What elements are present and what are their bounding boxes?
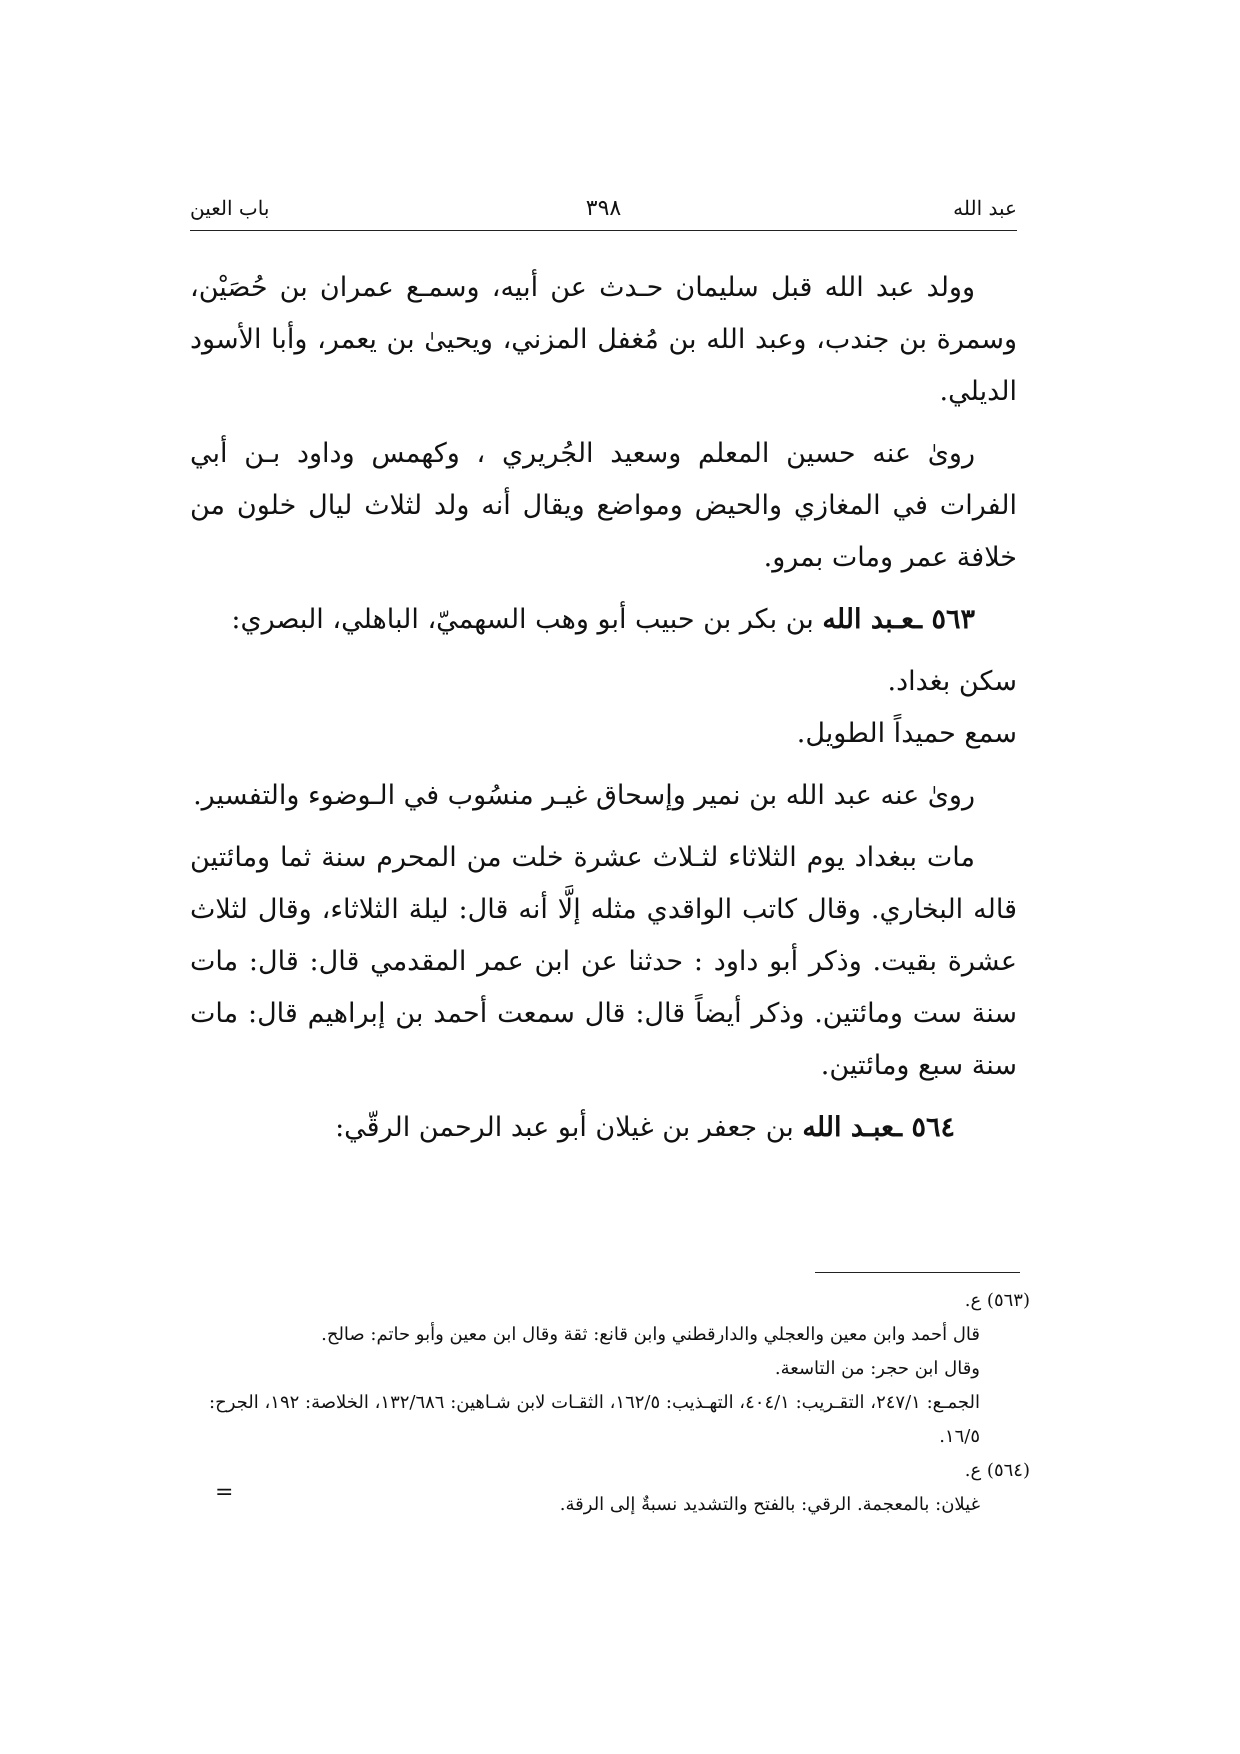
footnotes <box>200 1284 1030 1522</box>
running-head-chapter: باب العين <box>190 196 270 220</box>
entry-name: عـبد الله <box>822 604 915 635</box>
footnote-ref-564: (٥٦٤) ع. <box>964 1460 1030 1481</box>
page-number: ٣٩٨ <box>585 196 622 221</box>
entry-heading-563 <box>190 594 1017 646</box>
paragraph: رویٰ عنه حسين المعلم وسعيد الجُريري ، وكهمس وداود بـن أبي الفرات في المغازي والحيض ومواضع ويقال أنه ولد لثلاث ليال خلون من خلافة عمر ومات بمرو. <box>190 438 1017 573</box>
entry-number: ٥٦٣ ـ <box>914 604 975 635</box>
paragraph: سمع حميداً الطويل. <box>796 718 1017 749</box>
entry-heading-rest: بن جعفر بن غيلان أبو عبد الرحمن الرقّي: <box>335 1112 803 1143</box>
paragraph: وولد عبد الله قبل سليمان حـدث عن أبيه، وسمـع عمران بن حُصَيْن، وسمرة بن جندب، وعبد الله بن مُغفل المزني، ويحيىٰ بن يعمر، وأبا الأسود الديلي. <box>190 272 1017 407</box>
main-text <box>190 262 1017 1164</box>
footnote-line: الجمـع: ٢٤٧/١، التقـريب: ٤٠٤/١، التهـذيب: ١٦٢/٥، الثقـات لابن شـاهين: ١٣٢/٦٨٦، الخلاصة: ١٩٢، الجرح: ١٦/٥. <box>209 1392 980 1447</box>
footnote-line: غيلان: بالمعجمة. الرقي: بالفتح والتشديد نسبةٌ إلى الرقة. <box>559 1494 980 1515</box>
entry-heading-rest: بن بكر بن حبيب أبو وهب السهميّ، الباهلي، البصري: <box>231 604 823 635</box>
footnote-ref-563: (٥٦٣) ع. <box>964 1290 1030 1311</box>
running-head-title: عبد الله <box>953 196 1017 220</box>
footnote-line: قال أحمد وابن معين والعجلي والدارقطني وابن قانع: ثقة وقال ابن معين وأبو حاتم: صالح. <box>321 1324 980 1345</box>
page-header <box>190 196 1017 231</box>
entry-number: ٥٦٤ ـ <box>894 1112 955 1143</box>
continuation-mark: = <box>215 1480 234 1505</box>
footnote-separator <box>815 1272 1020 1273</box>
entry-name: عبـد الله <box>802 1112 895 1143</box>
paragraph: سكن بغداد. <box>887 666 1017 697</box>
paragraph: مات ببغداد يوم الثلاثاء لثـلاث عشرة خلت من المحرم سنة ثما ومائتين قاله البخاري. وقال كاتب الواقدي مثله إلَّا أنه قال: ليلة الثلاثاء، وقال لثلاث عشرة بقيت. وذكر أبو داود : حدثنا عن ابن عمر المقدمي قال: قال: مات سنة ست ومائتين. وذكر أيضاً قال: قال سمعت أحمد بن إبراهيم قال: مات سنة سبع ومائتين. <box>190 842 1017 1081</box>
entry-heading-564 <box>190 1102 1017 1154</box>
footnote-line: وقال ابن حجر: من التاسعة. <box>774 1358 980 1379</box>
paragraph: رویٰ عنه عبد الله بن نمير وإسحاق غيـر منسُوب في الـوضوء والتفسير. <box>193 780 975 811</box>
